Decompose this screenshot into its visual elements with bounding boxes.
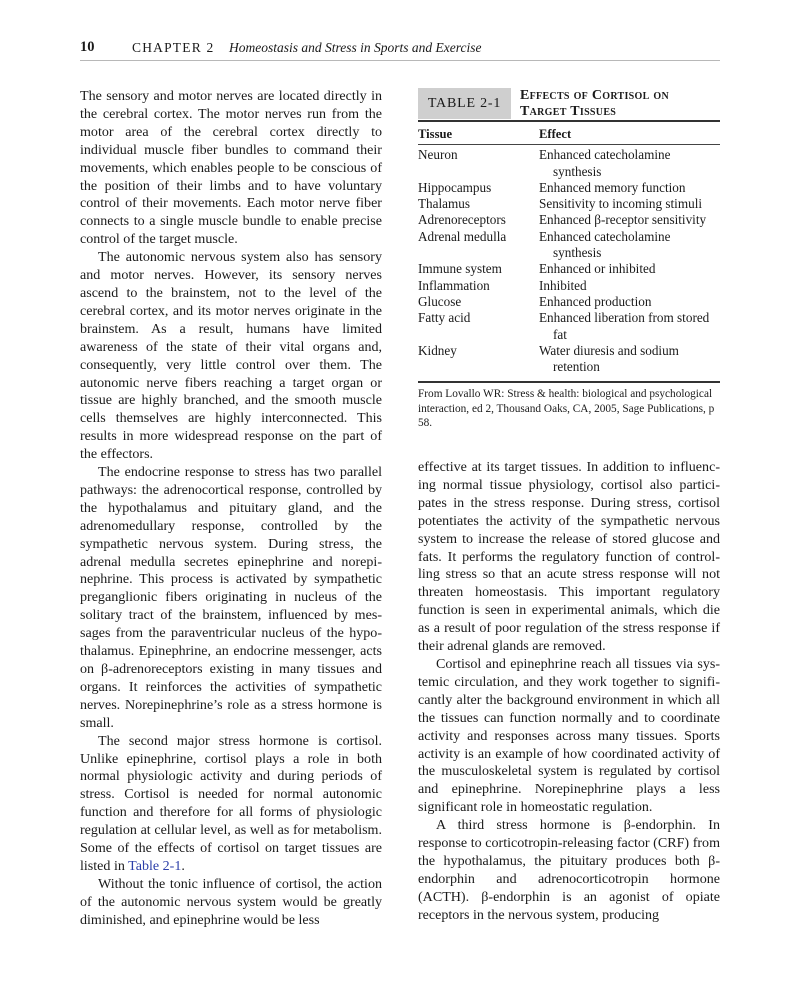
effect-cell: Enhanced catecholamine synthesis: [539, 228, 671, 261]
paragraph: A third stress hormone is β-endorphin. In response to corticotropin-releasing factor (CRF) from the hypothalamus, the pituitary produces both β-endorphin and adrenocorticotropin hormone (ACTH). β-endorphin is an agonist of opiate receptors in the nervous system, producing: [418, 817, 720, 923]
tissue-cell: Neuron: [418, 147, 458, 163]
tissue-cell: Adrenal medulla: [418, 228, 507, 244]
paragraph: Without the tonic influence of cortisol, the action of the autonomic nervous system would be greatly diminished, and epinephrine would be less: [80, 875, 382, 928]
table-header-block: [418, 88, 720, 120]
effect-cell: Enhanced β-receptor sensitivity: [539, 212, 707, 228]
table-2-1: [418, 88, 720, 430]
left-column: [80, 88, 382, 930]
tissue-cell: Hippocampus: [418, 179, 492, 195]
effect-cell: Enhanced catecholamine synthesis: [539, 147, 671, 179]
table-row: [418, 310, 720, 343]
effect-cell: Inhibited: [539, 277, 587, 293]
effect-cell: Enhanced liberation from stored fat: [539, 310, 710, 342]
paragraph: The sensory and motor nerves are located directly in the cerebral cortex. The motor nerves run from the motor area of the cerebral cortex directly to individual muscle fiber bundles to command their movements, which enables people to be conscious of the position of their limbs and to have voluntary control of their movements. Each motor nerve fiber connects to a single muscle bundle to enable precise control of the target muscle.: [80, 88, 382, 248]
table-row: [418, 261, 720, 277]
table-row: [418, 294, 720, 310]
table-source-note: From Lovallo WR: Stress & health: biological and psychological interaction, ed 2, Thousand Oaks, CA, 2005, Sage Publications, p 58.: [418, 388, 715, 430]
table-row: [418, 147, 720, 180]
column-header-tissue: Tissue: [418, 127, 453, 141]
page-number: 10: [80, 39, 95, 55]
column-header-effect: Effect: [539, 127, 572, 141]
right-column: [418, 459, 720, 925]
paragraph: [80, 733, 382, 876]
table-row: [418, 343, 720, 376]
tissue-cell: Adrenoreceptors: [418, 212, 506, 228]
chapter-title: Homeostasis and Stress in Sports and Exercise: [229, 40, 482, 55]
table-2-1-link[interactable]: Table 2-1: [128, 857, 182, 874]
table-body: [418, 145, 720, 381]
table-row: [418, 229, 720, 262]
effect-cell: Sensitivity to incoming stimuli: [539, 196, 703, 212]
paragraph: effective at its target tissues. In addition to influencing normal tissue physiology, cortisol also participates in the stress response. During stress, cortisol potentiates the activity of the sympathetic nervous system to increase the release of stored glucose and fats. It performs the regulatory function of controlling stress so that an acute stress response will not threaten homeostasis. This important regulatory function is seen in experimental animals, which die as a result of poor regulation of the stress response if their adrenal glands are removed.: [418, 459, 720, 655]
paragraph-text: The second major stress hormone is cortisol. Unlike epinephrine, cortisol plays a role in both normal physiologic activity and during periods of stress. Cortisol is needed for normal autonomic function and therefore for all forms of physiologic regulation at cellular level, as well as for metabolism. Some of the effects of cortisol on target tissues are listed in: [80, 732, 382, 874]
paragraph: The autonomic nervous system also has sensory and motor nerves. However, its sensory nerves ascend to the brainstem, not to the level of the cerebral cortex, and its motor nerves originate in the brainstem. As a result, humans have limited awareness of the state of their vital organs and, consequently, very little control over them. The autonomic nerve fibers reaching a target organ or tissue are highly branched, and the smooth muscle cells themselves are highly interconnected. This results in more widespread response on the part of the effectors.: [80, 249, 382, 463]
table-column-headers: [418, 122, 720, 144]
table-row: [418, 196, 720, 212]
table-number-tag: TABLE 2-1: [418, 88, 511, 119]
tissue-cell: Immune system: [418, 261, 502, 277]
table-row: [418, 278, 720, 294]
table-caption-line: Effects of Cortisol on: [520, 88, 669, 103]
tissue-cell: Kidney: [418, 342, 457, 358]
paragraph: The endocrine response to stress has two parallel pathways: the adrenocortical response, controlled by the hypothalamus and pituitary gland, and the adrenomedullary response, controlled by the sympathetic nervous system. During stress, the adrenal medulla secretes epinephrine and norepinephrine. This process is activated by sympathetic preganglionic fibers originating in nucleus of the solitary tract of the brainstem, influenced by messages from the paraventricular nucleus of the hypothalamus. Epinephrine, an endocrine messenger, acts on β-adrenoreceptors existing in many tissues and organs. It reinforces the activities of sympathetic nerves. Norepinephrine’s role as a stress hormone is small.: [80, 464, 382, 731]
table-caption-line: Target Tissues: [520, 103, 617, 119]
table-row: [418, 212, 720, 228]
table-row: [418, 180, 720, 196]
tissue-cell: Inflammation: [418, 277, 490, 293]
effect-cell: Enhanced production: [539, 293, 652, 309]
tissue-cell: Thalamus: [418, 196, 471, 212]
effect-cell: Enhanced or inhibited: [539, 261, 656, 277]
tissue-cell: Fatty acid: [418, 310, 471, 326]
paragraph: Cortisol and epinephrine reach all tissues via systemic circulation, and they work together to significantly alter the background environment in which all the tissues can function normally and to coordinate activity and responses across many tissues. Sports activity is an example of how coordinated activity of the musculoskeletal system is regulated by cortisol and epinephrine. Norepinephrine plays a less significant role in homeostatic regulation.: [418, 655, 720, 816]
effect-cell: Water diuresis and sodium retention: [539, 342, 679, 375]
chapter-label: CHAPTER 2: [132, 40, 215, 55]
table-caption: [520, 88, 720, 119]
running-head: [80, 38, 720, 61]
effect-cell: Enhanced memory function: [539, 179, 686, 195]
tissue-cell: Glucose: [418, 293, 462, 309]
paragraph-end: .: [181, 857, 185, 874]
